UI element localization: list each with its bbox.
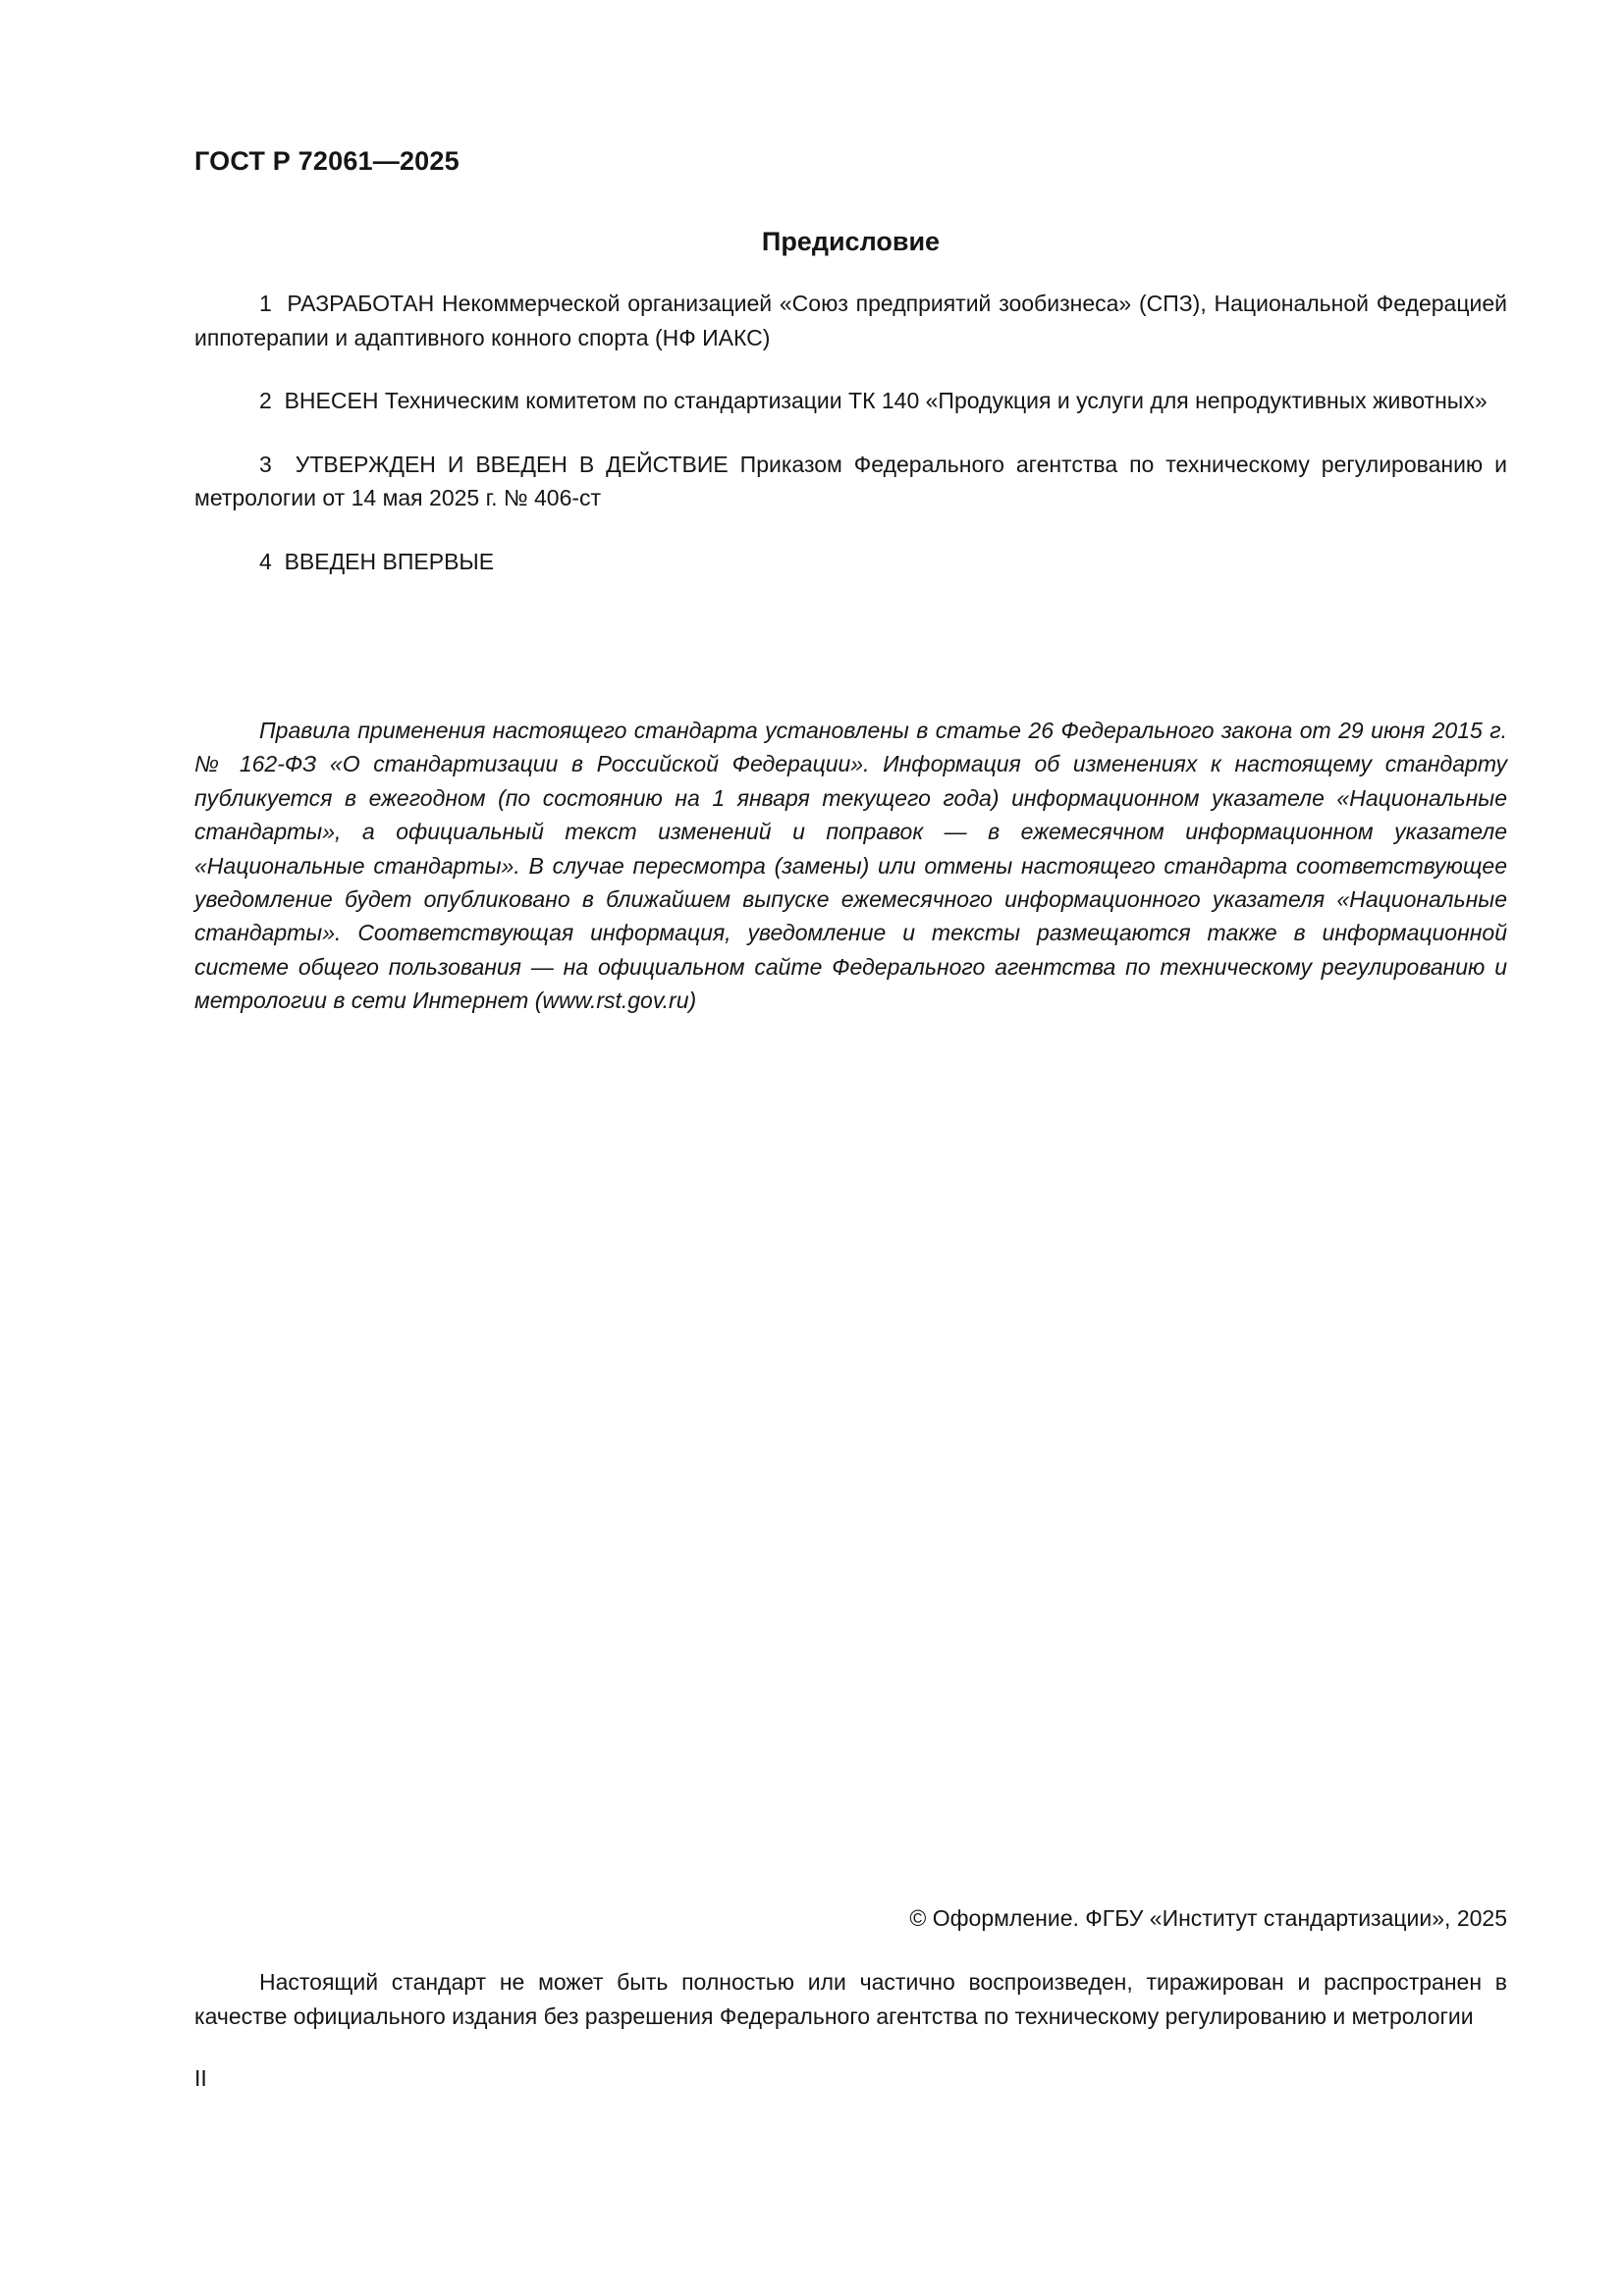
reproduction-notice: Настоящий стандарт не может быть полностью или частично воспроизведен, тиражирован и распространен в качестве официального издания без разрешения Федерального агентства по техническому регулированию и метрологии	[194, 1969, 1507, 2029]
application-rules-note: Правила применения настоящего стандарта установлены в статье 26 Федерального закона от 29 июня 2015 г. № 162-ФЗ «О стандартизации в Российской Федерации». Информация об изменениях к настоящему стандарту публикуется в ежегодном (по состоянию на 1 января текущего года) информационном указателе «Национальные стандарты», а официальный текст изменений и поправок — в ежемесячном информационном указателе «Национальные стандарты». В случае пересмотра (замены) или отмены настоящего стандарта соответствующее уведомление будет опубликовано в ближайшем выпуске ежемесячного информационного указателя «Национальные стандарты». Соответствующая информация, уведомление и тексты размещаются также в информационной системе общего пользования — на официальном сайте Федерального агентства по техническому регулированию и метрологии в сети Интернет (www.rst.gov.ru)	[194, 718, 1507, 1014]
page-number: II	[194, 2065, 207, 2091]
copyright-notice: © Оформление. ФГБУ «Институт стандартизации», 2025	[909, 1905, 1507, 1931]
document-code: ГОСТ Р 72061—2025	[194, 146, 460, 176]
foreword-item-4: 4 ВВЕДЕН ВПЕРВЫЕ	[259, 548, 495, 574]
foreword-section	[194, 287, 1507, 608]
page-title: Предисловие	[761, 227, 941, 256]
foreword-item-1: 1 РАЗРАБОТАН Некоммерческой организацией «Союз предприятий зообизнеса» (СПЗ), Национальной Федерацией иппотерапии и адаптивного конного спорта (НФ ИАКС)	[194, 291, 1507, 350]
foreword-item-2: 2 ВНЕСЕН Техническим комитетом по стандартизации ТК 140 «Продукция и услуги для непродуктивных животных»	[259, 388, 1488, 413]
foreword-item-3: 3 УТВЕРЖДЕН И ВВЕДЕН В ДЕЙСТВИЕ Приказом Федерального агентства по техническому регулированию и метрологии от 14 мая 2025 г. № 406-ст	[194, 451, 1507, 510]
